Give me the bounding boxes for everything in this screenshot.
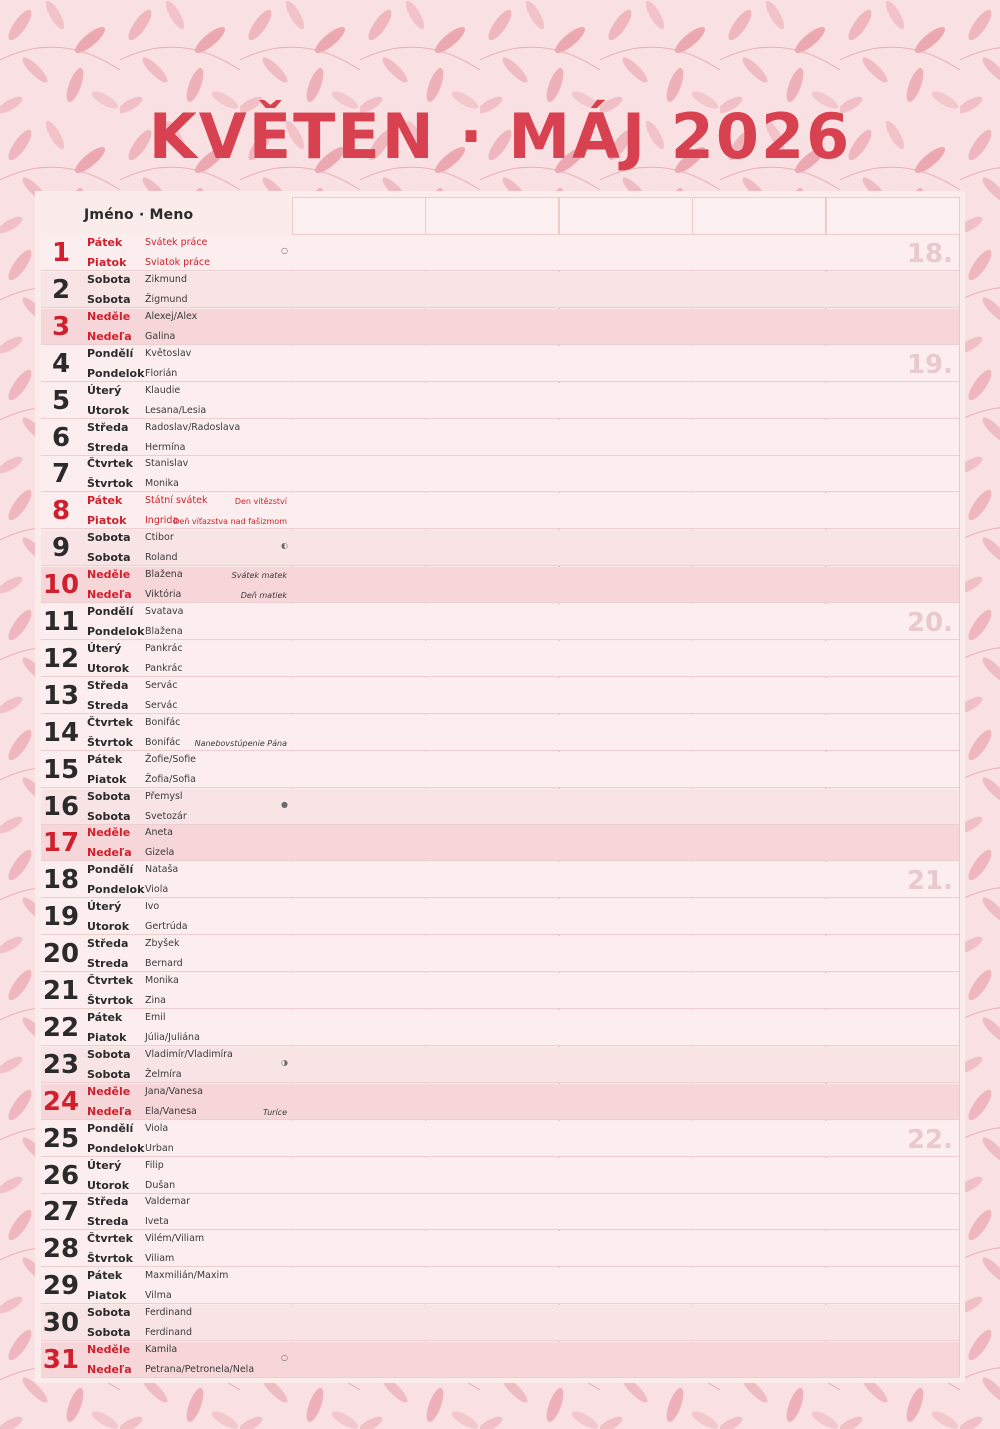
weekday-sk: Pondelok [87,1141,145,1155]
week-number: 22. [906,1124,953,1155]
nameday-sk: Petrana/Petronela/Nela [145,1364,255,1375]
weekday-cz: Sobota [87,1047,131,1061]
day-number: 1 [51,238,71,268]
nameday-sk: Iveta [145,1216,169,1228]
nameday-cz: Bonifác [145,716,181,728]
nameday-cz: Zikmund [145,273,187,285]
day-number: 17 [42,828,80,859]
day-number: 5 [51,385,71,416]
weekday-cz: Neděle [87,826,131,840]
holiday-note-sk: Deň matiek [240,591,287,601]
day-row[interactable] [41,825,959,861]
day-row[interactable] [41,383,959,419]
weekday-sk: Streda [87,957,129,971]
day-number: 26 [42,1160,80,1191]
nameday-sk: Viliam [145,1253,175,1265]
weekday-cz: Pátek [87,1269,123,1283]
day-row[interactable] [41,1305,959,1341]
note-column-header [559,197,693,235]
nameday-sk: Servác [145,699,178,711]
full-moon-icon: ○ [281,246,288,255]
day-row[interactable] [41,678,959,714]
day-row[interactable] [41,1158,959,1194]
day-number: 13 [42,680,80,711]
day-number: 20 [42,939,80,970]
weekday-cz: Pondělí [87,863,134,877]
day-row[interactable] [41,567,959,603]
day-number: 21 [42,976,80,1006]
weekday-cz: Neděle [87,309,131,323]
full-moon-icon: ○ [281,1353,288,1362]
day-number: 25 [42,1123,80,1154]
weekday-cz: Čtvrtek [87,1232,133,1246]
day-row[interactable] [41,456,959,492]
holiday-note-cz: Svátek matek [231,571,287,581]
weekday-sk: Piatok [87,1030,127,1044]
nameday-cz: Ctibor [145,532,174,544]
holiday-note-sk: Deň víťazstva nad fašizmom [173,517,287,527]
day-row[interactable] [41,715,959,751]
weekday-sk: Pondelok [87,883,145,897]
weekday-cz: Pátek [87,1010,123,1024]
day-number: 8 [51,496,71,527]
nameday-cz: Filip [145,1159,164,1171]
day-row[interactable] [41,1231,959,1267]
note-column-header [826,197,960,235]
new-moon-icon: ● [281,799,288,809]
weekday-cz: Čtvrtek [87,974,133,987]
nameday-sk: Gizela [145,847,175,859]
weekday-cz: Neděle [87,1343,131,1356]
weekday-cz: Sobota [87,272,131,286]
weekday-sk: Sobota [87,1326,131,1340]
nameday-cz: Blažena [145,569,183,581]
day-row[interactable] [41,973,959,1009]
nameday-cz: Zbyšek [145,938,180,950]
note-column-header [692,197,826,235]
nameday-cz: Květoslav [145,347,192,359]
nameday-cz: Valdemar [145,1196,191,1208]
weekday-sk: Utorok [87,403,130,417]
weekday-sk: Sobota [87,809,131,823]
weekday-sk: Nedeľa [87,588,132,602]
weekday-sk: Sobota [87,292,131,306]
day-number: 2 [51,274,71,305]
nameday-sk: Florián [145,367,178,379]
nameday-cz: Nataša [145,864,179,876]
weekday-cz: Sobota [87,531,131,545]
nameday-cz: Pankrác [145,642,183,654]
day-number: 28 [42,1234,80,1265]
nameday-sk: Žofia/Sofia [145,773,196,785]
weekday-cz: Čtvrtek [87,457,133,471]
nameday-sk: Roland [145,552,178,564]
day-number: 9 [51,533,71,564]
day-number: 3 [51,311,71,342]
weekday-cz: Středa [87,678,129,692]
nameday-sk: Sviatok práce [145,257,210,268]
week-number: 19. [906,349,953,380]
nameday-cz: Jana/Vanesa [145,1085,203,1097]
nameday-sk: Vilma [145,1290,172,1302]
day-row[interactable] [41,752,959,788]
weekday-sk: Streda [87,440,129,454]
day-row[interactable] [41,899,959,935]
nameday-cz: Přemysl [145,790,183,802]
day-row[interactable] [41,1268,959,1304]
day-row[interactable] [41,493,959,529]
weekday-cz: Neděle [87,1084,131,1098]
nameday-sk: Urban [145,1142,174,1154]
nameday-sk: Gertrúda [145,921,188,933]
nameday-sk: Bernard [145,958,183,970]
nameday-sk: Žigmund [145,293,188,305]
nameday-sk: Blažena [145,626,183,637]
weekday-cz: Pátek [87,236,123,249]
nameday-sk: Želmíra [145,1068,182,1080]
day-row[interactable] [41,641,959,677]
day-number: 16 [42,791,80,822]
nameday-cz: Servác [145,679,178,691]
day-number: 11 [42,607,80,637]
day-row[interactable] [41,420,959,456]
day-number: 18 [42,865,80,896]
nameday-sk: Ela/Vanesa [145,1105,197,1117]
nameday-cz: Monika [145,975,179,986]
nameday-sk: Galina [145,330,176,342]
day-number: 7 [51,459,71,490]
weekday-sk: Piatok [87,1289,127,1303]
weekday-sk: Piatok [87,514,127,528]
weekday-cz: Pondělí [87,346,134,360]
weekday-cz: Úterý [87,900,122,914]
day-number: 29 [42,1271,80,1302]
nameday-cz: Kamila [145,1344,178,1355]
nameday-sk: Hermína [145,441,186,453]
weekday-sk: Streda [87,1215,129,1229]
holiday-note-cz: Den vítězství [234,497,287,507]
name-column-header: Jméno · Meno [84,207,194,223]
day-row[interactable] [41,1010,959,1046]
note-column-header [292,197,426,235]
weekday-cz: Středa [87,1195,129,1209]
nameday-sk: Júlia/Juliána [145,1031,200,1043]
day-number: 15 [42,754,80,785]
nameday-cz: Žofie/Sofie [145,753,197,765]
day-row[interactable] [41,862,959,898]
day-number: 24 [42,1086,80,1117]
nameday-cz: Svátek práce [145,237,208,248]
weekday-cz: Úterý [87,641,122,655]
nameday-sk: Viktória [145,589,182,601]
nameday-sk: Lesana/Lesia [145,404,207,416]
weekday-sk: Utorok [87,920,130,934]
weekday-cz: Úterý [87,383,122,397]
day-row[interactable] [41,530,959,566]
weekday-cz: Čtvrtek [87,715,133,729]
weekday-cz: Středa [87,937,129,951]
nameday-sk: Ferdinand [145,1327,193,1339]
weekday-sk: Pondelok [87,366,145,380]
weekday-cz: Sobota [87,1306,131,1320]
nameday-cz: Radoslav/Radoslava [145,421,241,433]
day-row[interactable] [41,1084,959,1120]
nameday-cz: Ferdinand [145,1307,193,1319]
holiday-note-sk: Turíce [263,1107,287,1117]
day-number: 6 [51,422,71,453]
day-number: 31 [42,1345,80,1375]
weekday-sk: Nedeľa [87,1104,132,1118]
nameday-sk: Bonifác [145,736,181,748]
weekday-sk: Sobota [87,551,131,565]
day-number: 30 [42,1308,80,1339]
weekday-cz: Pátek [87,494,123,508]
weekday-sk: Piatok [87,256,127,269]
weekday-sk: Štvrtok [87,994,133,1007]
nameday-cz: Alexej/Alex [145,310,198,322]
weekday-cz: Středa [87,420,129,434]
weekday-sk: Nedeľa [87,1363,132,1376]
nameday-cz: Svatava [145,606,184,617]
day-number: 12 [42,643,80,674]
day-row[interactable] [41,1342,959,1378]
weekday-cz: Úterý [87,1158,122,1172]
nameday-cz: Maxmilián/Maxim [145,1270,229,1282]
nameday-sk: Zina [145,995,166,1006]
weekday-sk: Štvrtok [87,1252,133,1266]
nameday-sk: Viola [145,884,169,896]
weekday-sk: Nedeľa [87,329,132,343]
day-row[interactable] [41,235,959,271]
day-number: 4 [51,348,71,379]
day-row[interactable] [41,272,959,308]
nameday-cz: Vladimír/Vladimíra [145,1048,233,1060]
day-row[interactable] [41,936,959,972]
weekday-sk: Nedeľa [87,846,132,860]
weekday-cz: Pátek [87,752,123,766]
nameday-sk: Pankrác [145,662,183,674]
day-row[interactable] [41,1121,959,1157]
nameday-sk: Svetozár [145,810,187,822]
weekday-sk: Pondelok [87,625,145,638]
weekday-sk: Štvrtok [87,477,133,491]
day-number: 19 [42,902,80,933]
day-number: 23 [42,1049,80,1080]
day-number: 14 [42,717,80,748]
nameday-cz: Aneta [145,827,173,839]
weekday-sk: Utorok [87,661,130,675]
weekday-cz: Sobota [87,789,131,803]
week-number: 18. [906,239,953,269]
weekday-cz: Pondělí [87,605,134,618]
weekday-sk: Streda [87,698,129,712]
weekday-sk: Štvrtok [87,735,133,749]
day-row[interactable] [41,1194,959,1230]
weekday-cz: Pondělí [87,1121,134,1135]
day-number: 27 [42,1197,80,1228]
last-quarter-icon: ◐ [281,541,288,551]
day-row[interactable] [41,604,959,640]
nameday-sk: Monika [145,478,179,490]
day-row[interactable] [41,346,959,382]
nameday-cz: Vilém/Viliam [145,1233,205,1245]
holiday-note-sk: Nanebovstúpenie Pána [194,738,287,748]
nameday-cz: Ivo [145,901,160,913]
weekday-sk: Utorok [87,1178,130,1192]
nameday-sk: Ingrida [145,515,179,527]
weekday-sk: Sobota [87,1067,131,1081]
day-row[interactable] [41,789,959,825]
nameday-cz: Viola [145,1122,169,1134]
day-number: 10 [42,570,80,601]
weekday-cz: Neděle [87,568,131,582]
week-number: 20. [906,608,953,638]
nameday-cz: Stanislav [145,458,189,470]
note-column-header [425,197,559,235]
weekday-sk: Piatok [87,772,127,786]
nameday-sk: Dušan [145,1179,176,1191]
day-row[interactable] [41,1047,959,1083]
week-number: 21. [906,866,953,897]
nameday-cz: Emil [145,1011,166,1023]
nameday-cz: Klaudie [145,384,181,396]
day-row[interactable] [41,309,959,345]
nameday-cz: Státní svátek [145,495,208,507]
page-title: KVĚTEN · MÁJ 2026 [148,100,852,173]
day-number: 22 [42,1012,80,1043]
first-quarter-icon: ◑ [281,1057,288,1067]
